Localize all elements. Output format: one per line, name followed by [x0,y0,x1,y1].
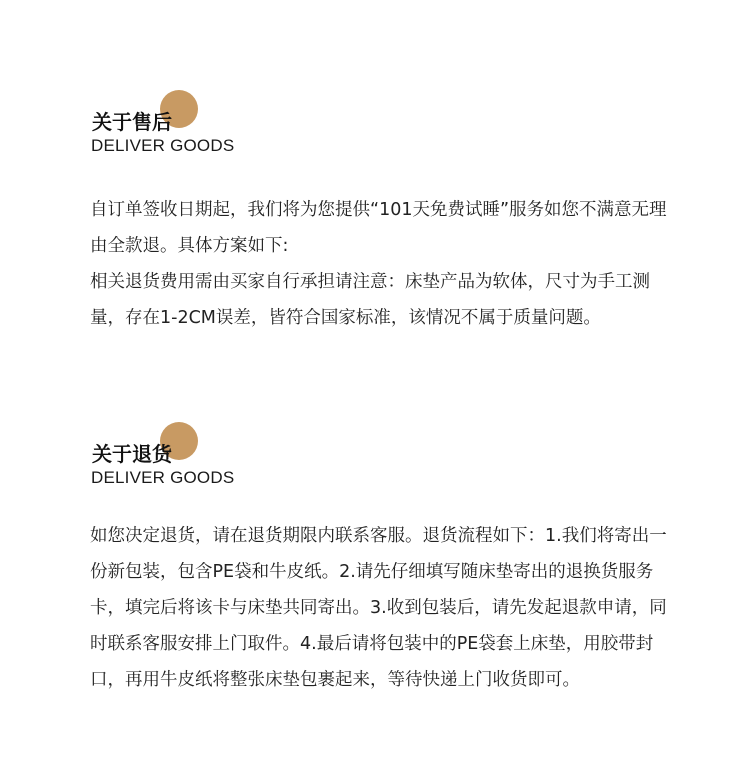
paragraph: 如您决定退货，请在退货期限内联系客服。退货流程如下：1.我们将寄出一份新包装，包含PE袋和牛皮纸。2.请先仔细填写随床垫寄出的退换货服务卡，填完后将该卡与床垫共同寄出。3.收到包装后，请先发起退款申请，同时联系客服安排上门取件。4.最后请将包装中的PE袋套上床垫，用胶带封口，再用牛皮纸将整张床垫包裹起来，等待快递上门收货即可。 [90,526,667,690]
section-subtitle: DELIVER GOODS [91,136,235,155]
section-subtitle: DELIVER GOODS [91,468,235,487]
after-sales-heading [90,90,690,134]
section-title: 关于退货 [92,442,172,466]
section-title: 关于售后 [92,110,172,134]
paragraph: 自订单签收日期起，我们将为您提供“101天免费试睡”服务如您不满意无理由全款退。具体方案如下: [90,200,667,256]
paragraph: 相关退货费用需由买家自行承担请注意：床垫产品为软体，尺寸为手工测量，存在1-2CM误差，皆符合国家标准，该情况不属于质量问题。 [90,272,650,328]
section-body [90,518,680,698]
after-sales-section [90,90,690,328]
returns-heading [90,422,690,466]
section-body [90,192,680,336]
returns-section [90,422,690,690]
